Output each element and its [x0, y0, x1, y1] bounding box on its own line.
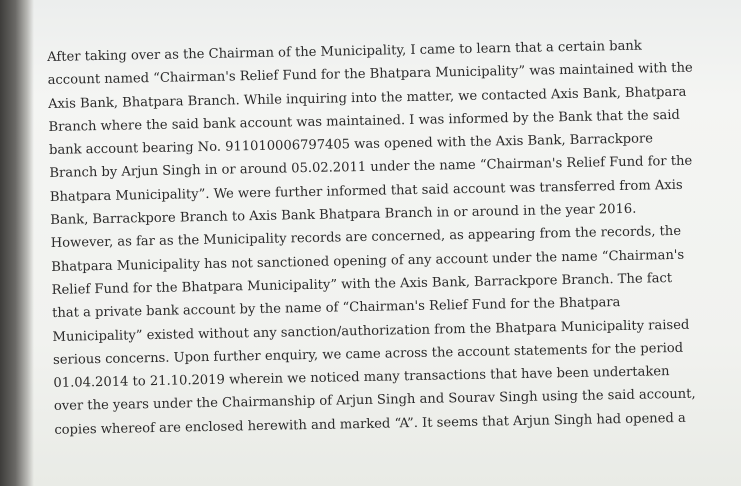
text-line-5: bank account bearing No. 911010006797405 was opened with the Axis Bank, Barrackpore: [48, 131, 654, 159]
document-body: [47, 34, 696, 442]
text-line-17: copies whereof are enclosed herewith and marked “A”. It seems that Arjun Singh had opened a: [54, 410, 686, 438]
text-line-15: 01.04.2014 to 21.10.2019 wherein we noticed many transactions that have been undertaken: [53, 364, 670, 392]
page-edge-shadow: [0, 0, 34, 486]
text-line-6: Branch by Arjun Singh in or around 05.02.2011 under the name “Chairman's Relief Fund for the: [49, 154, 693, 182]
text-line-10: Bhatpara Municipality has not sanctioned opening of any account under the name “Chairman's: [51, 247, 685, 275]
text-line-12: that a private bank account by the name of “Chairman's Relief Fund for the Bhatpara: [51, 295, 621, 322]
text-line-7: Bhatpara Municipality”. We were further informed that said account was transferred from Axis: [49, 177, 683, 205]
text-line-9: However, as far as the Municipality records are concerned, as appearing from the records, the: [50, 224, 682, 252]
text-line-11: Relief Fund for the Bhatpara Municipality” with the Axis Bank, Barrackpore Branch. The fact: [51, 271, 673, 298]
text-line-16: over the years under the Chairmanship of Arjun Singh and Sourav Singh using the said account,: [53, 387, 696, 415]
text-line-4: Branch where the said bank account was maintained. I was informed by the Bank that the said: [48, 107, 680, 135]
text-line-2: account named “Chairman's Relief Fund for the Bhatpara Municipality” was maintained with the: [47, 60, 693, 89]
text-line-13: Municipality” existed without any sanction/authorization from the Bhatpara Municipality raised: [52, 317, 690, 345]
text-line-8: Bank, Barrackpore Branch to Axis Bank Bhatpara Branch in or around in the year 2016.: [50, 201, 637, 229]
text-line-14: serious concerns. Upon further enquiry, we came across the account statements for the period: [52, 340, 684, 368]
text-line-1: After taking over as the Chairman of the Municipality, I came to learn that a certain bank: [47, 38, 642, 65]
text-line-3: Axis Bank, Bhatpara Branch. While inquiring into the matter, we contacted Axis Bank, Bhatpara: [47, 84, 687, 112]
